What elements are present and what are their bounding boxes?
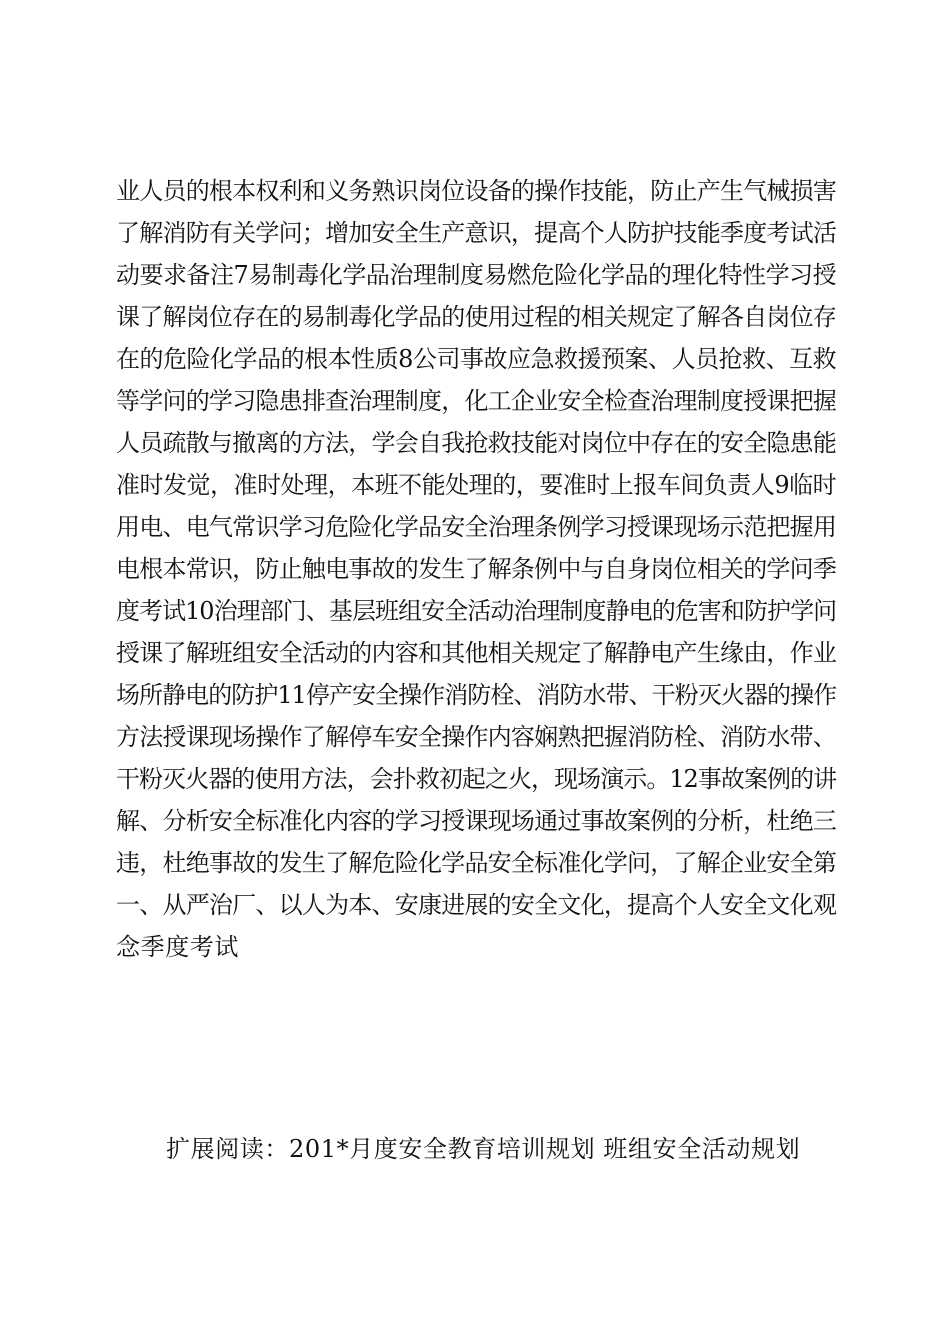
text-line: 解、分析安全标准化内容的学习授课现场通过事故案例的分析，杜绝三 xyxy=(116,807,836,835)
text-line: 场所静电的防护11停产安全操作消防栓、消防水带、干粉灭火器的操作 xyxy=(116,681,836,709)
body-paragraph xyxy=(116,170,836,968)
text-line: 课了解岗位存在的易制毒化学品的使用过程的相关规定了解各自岗位存 xyxy=(116,303,836,331)
text-line: 等学问的学习隐患排查治理制度，化工企业安全检查治理制度授课把握 xyxy=(116,387,836,415)
text-line: 业人员的根本权利和义务熟识岗位设备的操作技能，防止产生气械损害 xyxy=(116,177,836,205)
text-line: 违，杜绝事故的发生了解危险化学品安全标准化学问，了解企业安全第 xyxy=(116,849,836,877)
text-line: 一、从严治厂、以人为本、安康进展的安全文化，提高个人安全文化观 xyxy=(116,891,836,919)
text-line: 了解消防有关学问；增加安全生产意识，提高个人防护技能季度考试活 xyxy=(116,219,836,247)
text-line: 度考试10治理部门、基层班组安全活动治理制度静电的危害和防护学问 xyxy=(116,597,836,625)
text-line: 授课了解班组安全活动的内容和其他相关规定了解静电产生缘由，作业 xyxy=(116,639,836,667)
text-line: 人员疏散与撤离的方法，学会自我抢救技能对岗位中存在的安全隐患能 xyxy=(116,429,836,457)
text-line: 念季度考试 xyxy=(116,933,239,961)
text-line: 电根本常识，防止触电事故的发生了解条例中与自身岗位相关的学问季 xyxy=(116,555,836,583)
text-line: 干粉灭火器的使用方法，会扑救初起之火，现场演示。12事故案例的讲 xyxy=(116,765,836,793)
text-line: 用电、电气常识学习危险化学品安全治理条例学习授课现场示范把握用 xyxy=(116,513,836,541)
text-line: 准时发觉，准时处理，本班不能处理的，要准时上报车间负责人9临时 xyxy=(116,471,836,499)
text-line: 在的危险化学品的根本性质8公司事故应急救援预案、人员抢救、互救 xyxy=(116,345,836,373)
text-line: 动要求备注7易制毒化学品治理制度易燃危险化学品的理化特性学习授 xyxy=(116,261,836,289)
text-line: 方法授课现场操作了解停车安全操作内容娴熟把握消防栓、消防水带、 xyxy=(116,723,836,751)
extended-reading: 扩展阅读：201*月度安全教育培训规划 班组安全活动规划 xyxy=(166,1135,801,1163)
